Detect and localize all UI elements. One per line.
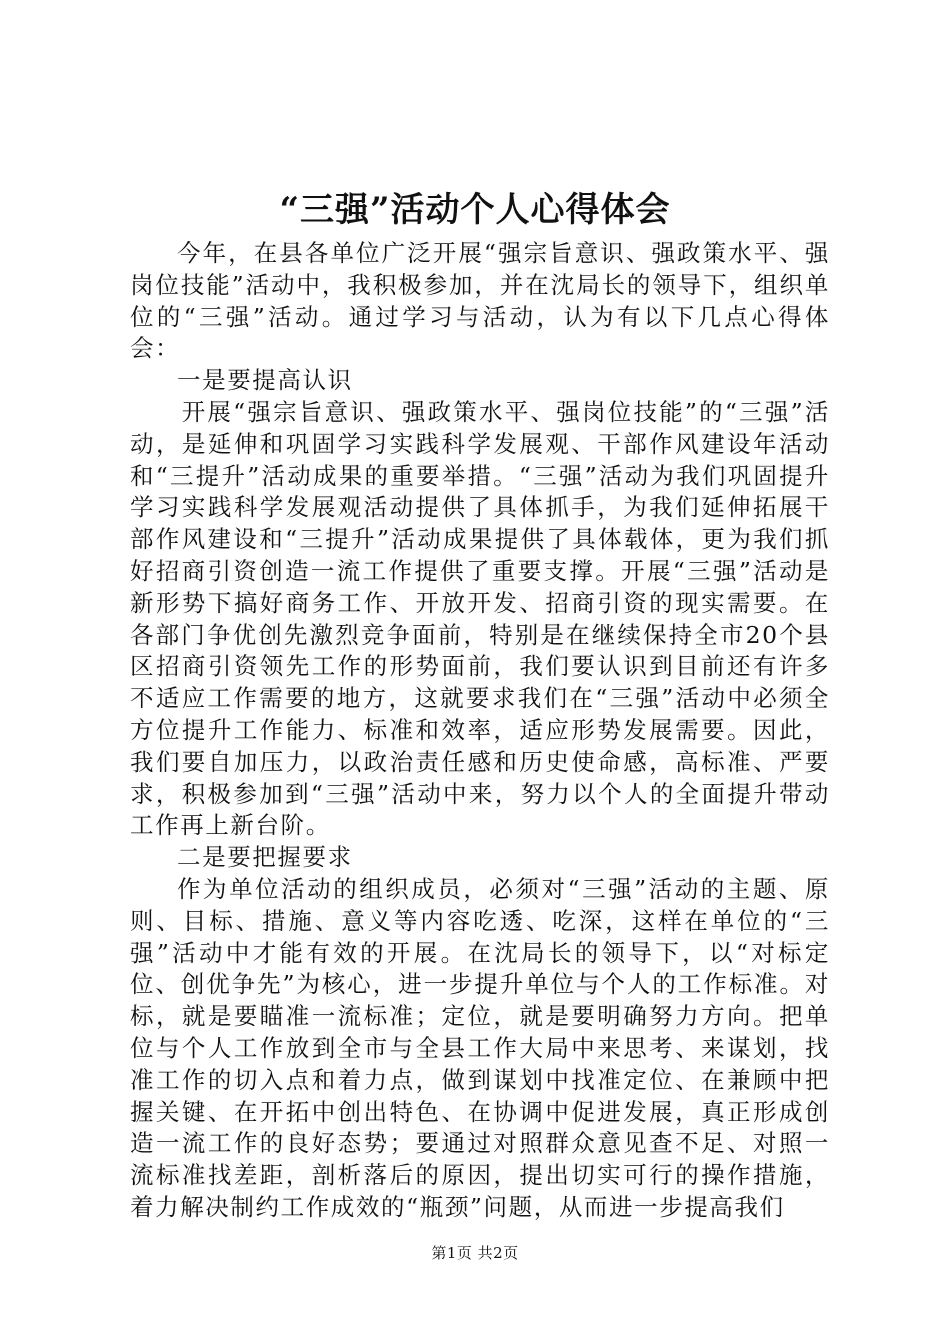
paragraph-intro: 今年，在县各单位广泛开展“强宗旨意识、强政策水平、强岗位技能”活动中，我积极参加，并在沈局长的领导下，组织单位的“三强”活动。通过学习与活动，认为有以下几点心得体会： xyxy=(130,239,830,363)
section-heading-2: 二是要把握要求 xyxy=(177,843,353,872)
paragraph-section-1: 开展“强宗旨意识、强政策水平、强岗位技能”的“三强”活动，是延伸和巩固学习实践科学发展观、干部作风建设年活动和“三提升”活动成果的重要举措。“三强”活动为我们巩固提升学习实践科学发展观活动提供了具体抓手，为我们延伸拓展干部作风建设和“三提升”活动成果提供了具体载体，更为我们抓好招商引资创造一流工作提供了重要支撑。开展“三强”活动是新形势下搞好商务工作、开放开发、招商引资的现实需要。在各部门争优创先激烈竞争面前，特别是在继续保持全市20个县区招商引资领先工作的形势面前，我们要认识到目前还有许多不适应工作需要的地方，这就要求我们在“三强”活动中必须全方位提升工作能力、标准和效率，适应形势发展需要。因此，我们要自加压力，以政治责任感和历史使命感，高标准、严要求，积极参加到“三强”活动中来，努力以个人的全面提升带动工作再上新台阶。 xyxy=(130,397,830,840)
paragraph-section-2: 作为单位活动的组织成员，必须对“三强”活动的主题、原则、目标、措施、意义等内容吃透、吃深，这样在单位的“三强”活动中才能有效的开展。在沈局长的领导下，以“对标定位、创优争先”为核心，进一步提升单位与个人的工作标准。对标，就是要瞄准一流标准；定位，就是要明确努力方向。把单位与个人工作放到全市与全县工作大局中来思考、来谋划，找准工作的切入点和着力点，做到谋划中找准定位、在兼顾中把握关键、在开拓中创出特色、在协调中促进发展，真正形成创造一流工作的良好态势；要通过对照群众意见查不足、对照一流标准找差距，剖析落后的原因，提出切实可行的操作措施，着力解决制约工作成效的“瓶颈”问题，从而进一步提高我们 xyxy=(130,874,830,1221)
document-title: “三强”活动个人心得体会 xyxy=(279,190,671,230)
document-body xyxy=(130,238,830,1224)
section-heading-1: 一是要提高认识 xyxy=(177,366,353,395)
page-number-footer: 第1页 共2页 xyxy=(431,1244,519,1262)
